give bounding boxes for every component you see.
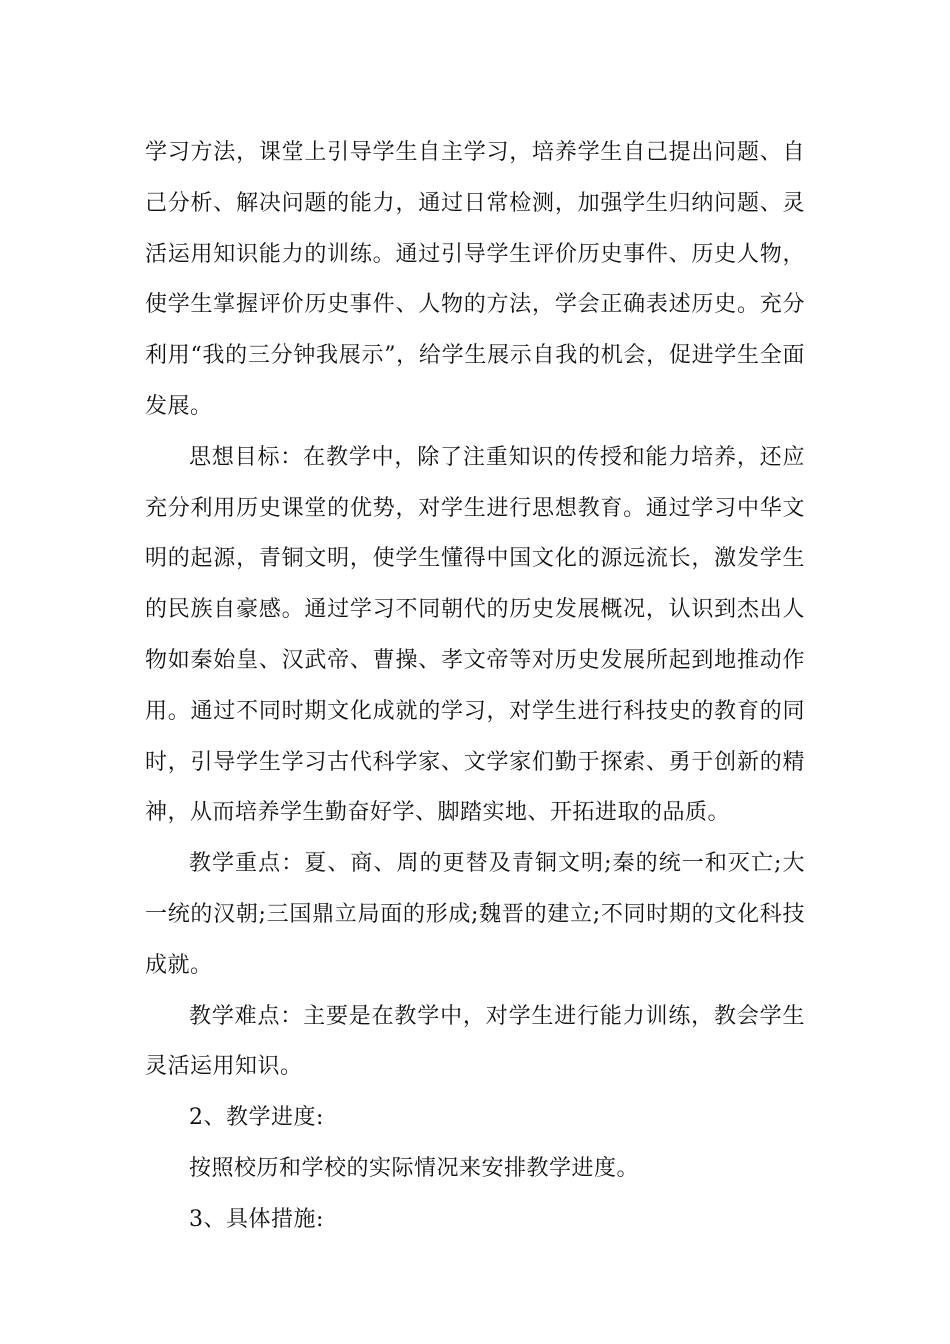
paragraph-ideological-goals: 思想目标：在教学中，除了注重知识的传授和能力培养，还应充分利用历史课堂的优势，对学生进行思想教育。通过学习中华文明的起源，青铜文明，使学生懂得中国文化的源远流长，激发学生的民族自豪感。通过学习不同朝代的历史发展概况，认识到杰出人物如秦始皇、汉武帝、曹操、孝文帝等对历史发展所起到地推动作用。通过不同时期文化成就的学习，对学生进行科技史的教育的同时，引导学生学习古代科学家、文学家们勤于探索、勇于创新的精神，从而培养学生勤奋好学、脚踏实地、开拓进取的品质。	[145, 444, 805, 826]
paragraph-teaching-focus: 教学重点：夏、商、周的更替及青铜文明;秦的统一和灭亡;大一统的汉朝;三国鼎立局面的形成;魏晋的建立;不同时期的文化科技成就。	[145, 851, 805, 978]
paragraph-teaching-difficulties: 教学难点：主要是在教学中，对学生进行能力训练，教会学生灵活运用知识。	[145, 1003, 805, 1080]
heading-specific-measures: 3、具体措施:	[189, 1206, 324, 1232]
paragraph-progress-detail: 按照校历和学校的实际情况来安排教学进度。	[189, 1155, 640, 1181]
paragraph-learning-methods: 学习方法，课堂上引导学生自主学习，培养学生自己提出问题、自己分析、解决问题的能力，通过日常检测，加强学生归纳问题、灵活运用知识能力的训练。通过引导学生评价历史事件、历史人物，使学生掌握评价历史事件、人物的方法，学会正确表述历史。充分利用“我的三分钟我展示”，给学生展示自我的机会，促进学生全面发展。	[145, 140, 805, 419]
document-body	[145, 128, 805, 1246]
heading-teaching-progress: 2、教学进度:	[189, 1105, 324, 1131]
